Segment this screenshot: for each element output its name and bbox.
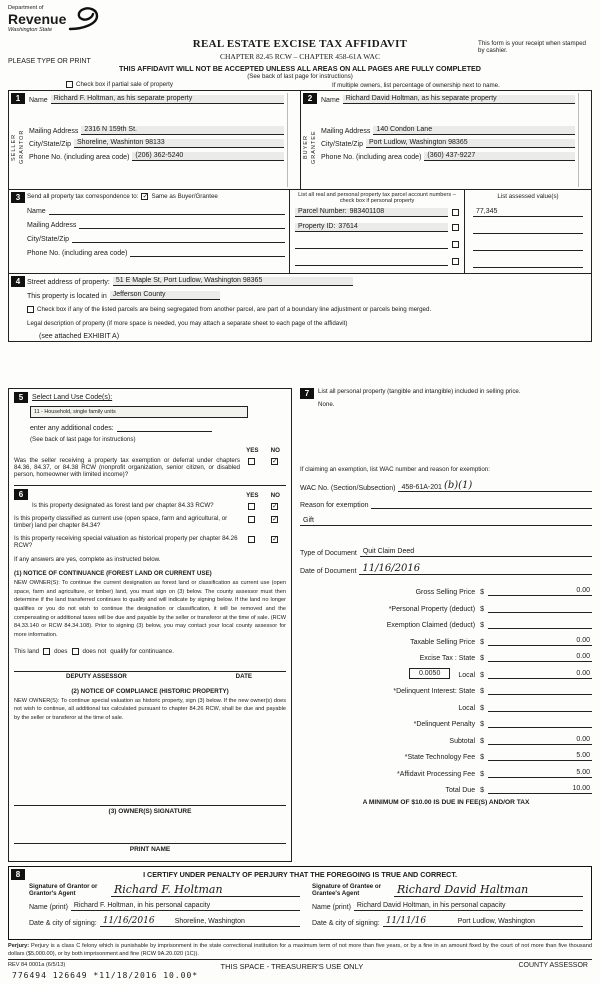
section4-number: 4	[11, 276, 25, 287]
grantee-signature[interactable]: Richard David Haltman	[394, 883, 583, 897]
dollar-sign: $	[480, 721, 484, 728]
certify-statement: I CERTIFY UNDER PENALTY OF PERJURY THAT THE FOREGOING IS TRUE AND CORRECT.	[143, 870, 457, 879]
fee-row-subtotal	[300, 733, 592, 745]
s6-q1-no-checkbox[interactable]: ✓	[272, 503, 278, 510]
section5-question-row	[14, 457, 286, 478]
personal-property-block	[300, 388, 592, 408]
land-does-not-checkbox[interactable]	[72, 648, 79, 655]
land-use-codes-label: Select Land Use Code(s):	[32, 394, 113, 401]
fee-value[interactable]	[488, 604, 592, 613]
located-in-label: This property is located in	[27, 293, 107, 300]
reason-value[interactable]: Gift	[300, 517, 592, 526]
buyer-ownership-pct-column	[578, 93, 579, 187]
section5-question: Was the seller receiving a property tax exemption or deferral under chapters 84.36, 84.37, or 84.38 RCW (nonprofit organization, senior citizen, or disabled person, homeowner with limited income)?	[14, 457, 240, 478]
reason-row	[300, 500, 592, 509]
dollar-sign: $	[480, 688, 484, 695]
multiple-owners-note: If multiple owners, list percentage of ownership next to name.	[332, 82, 500, 89]
fee-label: *State Technology Fee	[404, 754, 476, 761]
owners-signature-line[interactable]	[14, 805, 286, 806]
buyer-phone-label: Phone No. (including area code)	[321, 154, 422, 161]
grantor-date-city-label: Date & city of signing:	[29, 920, 97, 927]
s6-q2-no-checkbox[interactable]: ✓	[272, 516, 278, 523]
land-use-section	[8, 388, 292, 862]
fee-table	[300, 584, 592, 794]
cashier-stamp: 776494 126649 *11/18/2016 10.00*	[12, 971, 199, 980]
additional-codes-label: enter any additional codes:	[30, 425, 114, 432]
assessed-value-4[interactable]	[473, 259, 583, 268]
current-use-question-row	[14, 515, 286, 529]
section6-yes-label: YES	[246, 492, 259, 499]
receipt-note: This form is your receipt when stamped by cashier.	[478, 40, 586, 54]
grantor-signing-city[interactable]: Shoreline, Washington	[172, 918, 300, 927]
property-id-value: 37614	[338, 223, 358, 230]
dor-logo	[8, 5, 100, 34]
reason-fill[interactable]	[371, 500, 592, 509]
send-correspondence-row	[27, 193, 285, 200]
grantor-signature[interactable]: Richard F. Holtman	[111, 883, 300, 897]
doc-date-row	[300, 563, 592, 575]
fee-label: Local	[458, 671, 476, 679]
fee-label: Local	[458, 704, 476, 712]
land-does-checkbox[interactable]	[43, 648, 50, 655]
section5-number: 5	[14, 392, 28, 403]
assessed-value-2[interactable]	[473, 225, 583, 234]
fee-value[interactable]: 5.00	[488, 752, 592, 761]
correspondence-mailing-label: Mailing Address	[27, 222, 77, 229]
dollar-sign: $	[480, 704, 484, 712]
section6-number: 6	[14, 489, 28, 500]
section8-number: 8	[11, 869, 25, 880]
parcel-row-2	[295, 223, 459, 232]
fee-label: *Personal Property (deduct)	[388, 605, 476, 613]
segregated-row	[27, 306, 585, 313]
fee-row-delinquent-interest-local	[300, 700, 592, 712]
fee-value[interactable]: 0.00	[488, 587, 592, 596]
fee-value[interactable]	[488, 703, 592, 712]
buyer-name-label: Name	[321, 97, 340, 104]
fee-label: Taxable Selling Price	[410, 638, 476, 646]
deputy-assessor-label: DEPUTY ASSESSOR	[66, 672, 127, 680]
grantor-signing-date[interactable]: 11/16/2016	[100, 916, 172, 927]
correspondence-name-input[interactable]	[49, 206, 285, 215]
parcel-number-value: 983401108	[349, 208, 385, 215]
rev-form-number: REV 84 0001a (6/5/13)	[8, 962, 66, 968]
section2-number: 2	[303, 93, 317, 104]
dollar-sign: $	[480, 605, 484, 613]
perjury-notice	[8, 943, 592, 958]
please-type-label: PLEASE TYPE OR PRINT	[8, 58, 91, 65]
grantee-sig-label: Signature of Grantee or Grantee's Agent	[312, 883, 382, 897]
dollar-sign: $	[480, 638, 484, 646]
fee-label: *Affidavit Processing Fee	[397, 770, 476, 778]
warning-line: THIS AFFIDAVIT WILL NOT BE ACCEPTED UNLESS ALL AREAS ON ALL PAGES ARE FULLY COMPLETED	[119, 64, 481, 73]
wac-value: 458-61A-201	[401, 484, 442, 491]
parcel-row-1	[295, 208, 459, 217]
same-as-buyer-checkbox[interactable]: ✓	[142, 193, 149, 200]
deputy-assessor-labels	[14, 672, 286, 680]
dollar-sign: $	[480, 737, 484, 745]
seller-phone-label: Phone No. (including area code)	[29, 154, 130, 161]
seller-csz-value[interactable]: Shoreline, Washinton 98133	[74, 139, 284, 148]
fee-label: Exemption Claimed (deduct)	[386, 622, 476, 629]
parcel-2-personal-checkbox[interactable]	[452, 224, 459, 231]
notice-compliance-title: (2) NOTICE OF COMPLIANCE (HISTORIC PROPERTY)	[71, 687, 229, 695]
notice-compliance-body: NEW OWNER(S): To continue special valuation as historic property, sign (3) below. If the new owner(s) does not wish to continue, all additional tax calculated pursuant to chapter 84.26 RCW, shall be due and payable by the seller or transferor at the time of sale.	[14, 697, 286, 721]
fee-row-exemption-claimed	[300, 617, 592, 629]
fee-value[interactable]: 0.00	[488, 637, 592, 646]
grantee-signing-city[interactable]: Port Ludlow, Washington	[455, 918, 583, 927]
does-label: does	[54, 647, 68, 655]
deputy-date-label: DATE	[235, 672, 252, 680]
street-address-value[interactable]: 51 E Maple St, Port Ludlow, Washington 98365	[113, 277, 353, 286]
tax-correspondence-section	[8, 190, 592, 274]
owners-signature-label: (3) OWNER(S) SIGNATURE	[108, 808, 192, 815]
land-use-select[interactable]: 11 - Household, single family units	[30, 406, 248, 418]
section5-yes-no-header	[14, 447, 286, 454]
fee-value[interactable]	[488, 686, 592, 695]
reason-label: Reason for exemption	[300, 502, 369, 509]
grantor-sig-label: Signature of Grantor or Grantor's Agent	[29, 883, 98, 897]
correspondence-name-row	[27, 206, 285, 215]
grantor-name-print-label: Name (print)	[29, 904, 68, 911]
seller-name-value[interactable]: Richard F. Holtman, as his separate property	[51, 95, 284, 104]
doc-date-value[interactable]: 11/16/2016	[359, 563, 592, 575]
form-title: REAL ESTATE EXCISE TAX AFFIDAVIT	[192, 38, 408, 50]
perjury-body: Perjury is a class C felony which is punishable by imprisonment in the state correctional institution for a maximum term of not more than five years, or by a fine in an amount fixed by the court of not more than five thousand dollars ($5,000.00), or by both imprisonment and fine (RCW 9A.20.020 (1C)).	[8, 943, 592, 957]
s5-no-checkbox[interactable]: ✓	[272, 458, 278, 465]
seller-mailing-row	[29, 126, 284, 135]
partial-sale-row	[66, 81, 173, 88]
parties-section	[8, 90, 592, 190]
section1-number: 1	[11, 93, 25, 104]
segregated-checkbox[interactable]	[27, 306, 34, 313]
fee-label: *Delinquent Interest: State	[393, 688, 476, 695]
assessed-value-1[interactable]: 77,345	[473, 208, 583, 217]
correspondence-phone-label: Phone No. (including area code)	[27, 250, 128, 257]
correspondence-fields	[27, 193, 285, 257]
print-name-line[interactable]	[14, 843, 286, 844]
seller-mailing-label: Mailing Address	[29, 128, 79, 135]
doc-type-value[interactable]: Quit Claim Deed	[360, 548, 592, 557]
qualify-label: qualify for continuance.	[110, 647, 174, 655]
footer-row	[8, 959, 592, 971]
buyer-csz-label: City/State/Zip	[321, 141, 364, 148]
seller-phone-value[interactable]: (206) 362-5240	[132, 152, 284, 161]
fee-label: Subtotal	[449, 737, 476, 745]
notice-continuance-body: NEW OWNER(S): To continue the current designation as forest land or classification as current use (open space, farm and agriculture, or timber) land, you must sign on (3) below. The county assessor must then determine if the land transferred continues to qualify and will indicate by signing below. If the land no longer qualifies or you do not wish to continue the designation or classification, it will be removed and the compensating or additional taxes will be due and payable by the seller or transferor at the time of sale. (RCW 84.33.140 or RCW 84.34.108). Prior to signing (3) below, you may contact your local county assessor for more information.	[14, 580, 286, 638]
logo-dept-text: Department of	[8, 5, 44, 11]
grantee-word: GRANTEE	[310, 130, 317, 164]
buyer-mailing-value[interactable]: 140 Condon Lane	[373, 126, 575, 135]
seller-phone-row	[29, 152, 284, 161]
assessed-values-header: List assessed value(s)	[497, 193, 559, 200]
parcel-1-personal-checkbox[interactable]	[452, 209, 459, 216]
historic-property-question: Is this property receiving special valuation as historical property per chapter 84.26 RCW?	[14, 535, 238, 549]
buyer-csz-value[interactable]: Port Ludlow, Washington 98365	[366, 139, 575, 148]
same-as-buyer-label: Same as Buyer/Grantee	[151, 193, 218, 200]
dollar-sign: $	[480, 671, 484, 679]
correspondence-mailing-input[interactable]	[79, 220, 285, 229]
additional-codes-input[interactable]	[117, 423, 212, 432]
legal-description-label: Legal description of property (if more space is needed, you may attach a separate sheet to each page of the affidavit)	[27, 320, 348, 327]
located-in-row	[27, 291, 585, 300]
grantee-date-city-label: Date & city of signing:	[312, 920, 380, 927]
treasurer-use-label: THIS SPACE - TREASURER'S USE ONLY	[220, 962, 364, 971]
perjury-lead: Perjury:	[8, 943, 30, 949]
parcel-list-header: List all real and personal property tax parcel account numbers – check box if personal property	[298, 192, 456, 204]
grantor-name-print-row	[29, 902, 300, 911]
grantee-name-print-row	[312, 902, 583, 911]
fee-label: Excise Tax : State	[419, 655, 476, 662]
doc-date-label: Date of Document	[300, 568, 357, 575]
fee-value[interactable]: 10.00	[488, 785, 592, 794]
print-name-area	[14, 843, 286, 853]
s6-q3-no-checkbox[interactable]: ✓	[272, 536, 278, 543]
seller-grantor-sidelabel	[11, 108, 26, 186]
segregated-label: Check box if any of the listed parcels are being segregated from another parcel, are part of a boundary line adjustment or parcels being merged.	[37, 306, 432, 313]
does-not-label: does not	[82, 647, 107, 655]
parcel-3-personal-checkbox[interactable]	[452, 241, 459, 248]
s6-q2-yes-checkbox[interactable]	[248, 516, 255, 523]
print-name-label: PRINT NAME	[129, 846, 171, 853]
minimum-fee-note: A MINIMUM OF $10.00 IS DUE IN FEE(S) AND/OR TAX	[362, 798, 530, 806]
parcel-number-label: Parcel Number:	[298, 208, 347, 215]
dollar-sign: $	[480, 770, 484, 778]
wac-row	[300, 480, 592, 492]
fee-value[interactable]	[488, 719, 592, 728]
parcel-row-3	[295, 240, 459, 249]
buyer-csz-row	[321, 139, 575, 148]
owners-signature-area	[14, 805, 286, 815]
grantee-name-print-label: Name (print)	[312, 904, 351, 911]
dollar-sign: $	[480, 622, 484, 629]
parcel-3-field[interactable]	[295, 240, 448, 249]
correspondence-mailing-row	[27, 220, 285, 229]
section3-number: 3	[11, 192, 25, 203]
correspondence-phone-row	[27, 248, 285, 257]
fee-row-state-technology-fee	[300, 749, 592, 761]
s6-q1-yes-checkbox[interactable]	[248, 503, 255, 510]
seller-word: SELLER	[11, 133, 17, 161]
parcel-number-field[interactable]	[295, 208, 448, 217]
send-correspondence-label: Send all property tax correspondence to:	[27, 193, 139, 200]
forest-land-question: Is this property designated as forest land per chapter 84.33 RCW?	[32, 502, 214, 509]
seller-mailing-value[interactable]: 2316 N 159th St.	[81, 126, 284, 135]
section5-no-label: NO	[270, 447, 280, 454]
grantor-signature-block	[9, 883, 306, 927]
buyer-grantee-section	[301, 91, 591, 189]
form-chapter: CHAPTER 82.45 RCW – CHAPTER 458-61A WAC	[220, 52, 380, 61]
doc-type-label: Type of Document	[300, 550, 357, 557]
correspondence-csz-label: City/State/Zip	[27, 236, 70, 243]
personal-property-value[interactable]: None.	[318, 401, 335, 408]
certification-section	[8, 866, 592, 940]
fee-row-delinquent-interest-state	[300, 683, 592, 695]
personal-property-label: List all personal property (tangible and intangible) included in selling price.	[318, 388, 521, 395]
seller-name-label: Name	[29, 97, 48, 104]
fee-value[interactable]	[488, 620, 592, 629]
legal-description-value: (see attached EXHIBIT A)	[39, 333, 120, 340]
buyer-grantee-sidelabel	[303, 108, 318, 186]
s5-yes-checkbox[interactable]	[248, 458, 255, 465]
buyer-phone-row	[321, 152, 575, 161]
form-title-block	[140, 38, 460, 61]
current-use-question: Is this property classified as current use (open space, farm and agricultural, or timber) land per chapter 84.34?	[14, 515, 228, 529]
local-rate-box[interactable]: 0.0050	[409, 668, 450, 679]
buyer-name-row	[321, 95, 575, 104]
grantee-signature-block	[306, 883, 591, 927]
buyer-phone-value[interactable]: (360) 437-9227	[424, 152, 575, 161]
fee-row-gross-selling-price	[300, 584, 592, 596]
grantor-word: GRANTOR	[18, 129, 25, 165]
wac-field[interactable]	[398, 480, 592, 492]
county-assessor-label: COUNTY ASSESSOR	[518, 962, 588, 969]
fee-label: *Delinquent Penalty	[413, 721, 476, 728]
fee-value[interactable]: 0.00	[488, 653, 592, 662]
exemption-label: If claiming an exemption, list WAC number and reason for exemption:	[300, 466, 490, 473]
fee-value[interactable]: 0.00	[488, 670, 592, 679]
dollar-sign: $	[480, 754, 484, 761]
grantee-name-print[interactable]: Richard David Holtman, in his personal capacity	[354, 902, 583, 911]
section6-no-label: NO	[270, 492, 280, 499]
seller-grantor-section	[9, 91, 301, 189]
parcel-4-field[interactable]	[295, 257, 448, 266]
s6-q3-yes-checkbox[interactable]	[248, 536, 255, 543]
seller-name-row	[29, 95, 284, 104]
fee-row-excise-tax-local	[300, 667, 592, 679]
fee-row-personal-property-deduct	[300, 601, 592, 613]
parcel-list-column	[289, 190, 464, 273]
revenue-swoosh-icon	[68, 6, 100, 34]
partial-sale-label: Check box if partial sale of property	[76, 81, 173, 88]
correspondence-csz-row	[27, 234, 285, 243]
buyer-mailing-label: Mailing Address	[321, 128, 371, 135]
partial-sale-checkbox[interactable]	[66, 81, 73, 88]
grantor-sig-row	[29, 883, 300, 897]
correspondence-csz-input[interactable]	[72, 234, 285, 243]
street-address-row	[27, 277, 585, 286]
grantee-sig-row	[312, 883, 583, 897]
seller-csz-row	[29, 139, 284, 148]
section6	[14, 485, 286, 723]
fee-value[interactable]: 5.00	[488, 769, 592, 778]
assessed-value-3[interactable]	[473, 242, 583, 251]
see-back-note: (See back of last page for instructions)	[247, 73, 353, 80]
dollar-sign: $	[480, 787, 484, 794]
correspondence-name-label: Name	[27, 208, 46, 215]
located-in-value[interactable]: Jefferson County	[110, 291, 220, 300]
section6-yes-no-header	[14, 492, 286, 499]
dollar-sign: $	[480, 655, 484, 662]
notice-continuance-title: (1) NOTICE OF CONTINUANCE (FOREST LAND OR CURRENT USE)	[14, 570, 212, 577]
logo-state-text: Washington State	[8, 27, 53, 33]
logo-revenue-text: Revenue	[8, 11, 67, 27]
grantor-date-city-row	[29, 916, 300, 927]
doc-type-row	[300, 548, 592, 557]
land-use-header-row	[14, 392, 286, 403]
seller-ownership-pct-column	[287, 93, 288, 187]
buyer-word: BUYER	[303, 135, 309, 159]
property-id-field[interactable]	[295, 223, 448, 232]
this-land-label: This land	[14, 647, 40, 655]
section7	[300, 388, 592, 806]
correspondence-phone-input[interactable]	[130, 248, 285, 257]
fee-value[interactable]: 0.00	[488, 736, 592, 745]
buyer-name-value[interactable]: Richard David Holtman, as his separate property	[343, 95, 575, 104]
if-yes-instruction: If any answers are yes, complete as instructed below.	[14, 556, 161, 563]
seller-csz-label: City/State/Zip	[29, 141, 72, 148]
assessed-values-column	[464, 190, 591, 273]
additional-codes-row	[30, 423, 286, 432]
dollar-sign: $	[480, 589, 484, 596]
section7-number: 7	[300, 388, 314, 399]
fee-row-excise-tax-state	[300, 650, 592, 662]
street-address-label: Street address of property:	[27, 279, 110, 286]
fee-label: Total Due	[445, 787, 476, 794]
section5-yes-label: YES	[246, 447, 259, 454]
buyer-mailing-row	[321, 126, 575, 135]
fee-row-affidavit-processing-fee	[300, 766, 592, 778]
grantor-name-print[interactable]: Richard F. Holtman, in his personal capacity	[71, 902, 300, 911]
property-address-section	[8, 274, 592, 342]
fee-row-delinquent-penalty	[300, 716, 592, 728]
fee-label: Gross Selling Price	[415, 589, 476, 596]
wac-label: WAC No. (Section/Subsection)	[300, 485, 396, 492]
fee-row-total-due	[300, 782, 592, 794]
property-id-label: Property ID:	[298, 223, 336, 230]
continuance-qualify-row	[14, 648, 286, 655]
grantee-date-city-row	[312, 916, 583, 927]
grantee-signing-date[interactable]: 11/11/16	[383, 916, 455, 927]
forest-land-question-row	[14, 502, 286, 510]
fee-row-taxable-selling-price	[300, 634, 592, 646]
wac-handwritten: (b)(1)	[443, 480, 473, 491]
parcel-4-personal-checkbox[interactable]	[452, 258, 459, 265]
section5-see-back: (See back of last page for instructions)	[30, 436, 136, 443]
parcel-row-4	[295, 257, 459, 266]
historic-property-question-row	[14, 535, 286, 549]
